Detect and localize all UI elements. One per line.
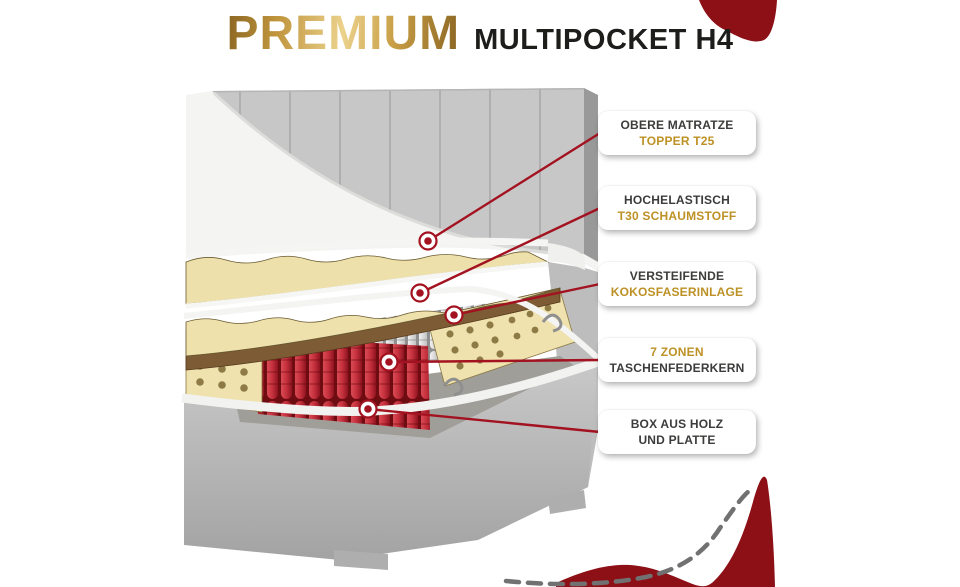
callout-label-foam-line1: HOCHELASTISCH xyxy=(624,192,730,207)
callout-label-topper xyxy=(598,111,756,155)
callout-label-springs-line2: TASCHENFEDERKERN xyxy=(609,361,745,375)
callout-label-springs-line1: 7 ZONEN xyxy=(650,344,704,359)
callout-label-coco-line2: KOKOSFASERINLAGE xyxy=(610,285,744,299)
model-title: MULTIPOCKET H4 xyxy=(474,24,734,56)
callout-marker-3 xyxy=(446,307,463,324)
callout-label-topper-line2: TOPPER T25 xyxy=(639,134,715,148)
callout-marker-1 xyxy=(420,233,437,250)
callout-label-coco-line1: VERSTEIFENDE xyxy=(629,268,725,283)
page-title xyxy=(0,7,960,60)
callout-label-box-line2: UND PLATTE xyxy=(638,433,716,447)
headboard-side-face xyxy=(584,88,598,268)
callout-label-topper-line1: OBERE MATRATZE xyxy=(620,117,734,132)
brand-title: PREMIUM xyxy=(226,7,461,60)
callout-marker-2 xyxy=(412,285,429,302)
callout-label-foam xyxy=(598,186,756,230)
callout-label-foam-line2: T30 SCHAUMSTOFF xyxy=(617,209,737,223)
bed-group xyxy=(182,80,601,570)
callout-marker-5 xyxy=(360,401,377,418)
callout-label-box xyxy=(598,410,756,454)
callout-marker-4 xyxy=(381,354,398,371)
callout-label-springs xyxy=(598,338,756,382)
callout-label-coco xyxy=(598,262,756,306)
callout-label-box-line1: BOX AUS HOLZ xyxy=(630,416,724,431)
